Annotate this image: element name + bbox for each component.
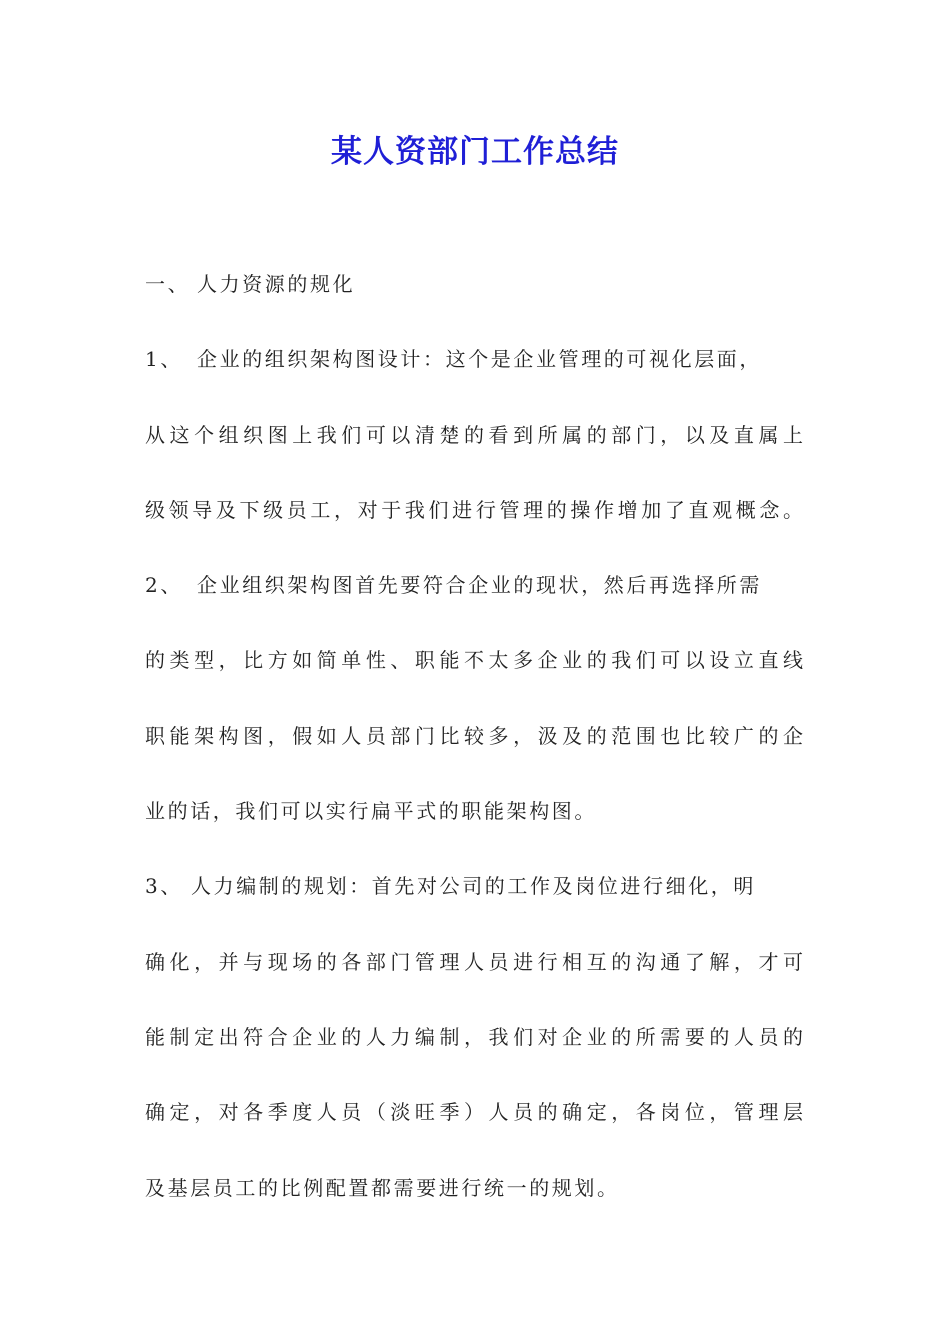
list-marker: 3、 xyxy=(145,874,183,899)
paragraph-line: 及基层员工的比例配置都需要进行统一的规划。 xyxy=(145,1175,620,1200)
paragraph-line xyxy=(145,563,815,638)
section-marker: 一、 xyxy=(145,272,191,296)
paragraph-line xyxy=(145,864,815,939)
document-body xyxy=(145,262,815,1241)
line-text: 企业的组织架构图设计：这个是企业管理的可视化层面， xyxy=(197,347,762,372)
list-marker: 1、 xyxy=(145,347,183,372)
paragraph-line: 确化，并与现场的各部门管理人员进行相互的沟通了解，才可 xyxy=(145,949,803,974)
line-text: 人力编制的规划：首先对公司的工作及岗位进行细化，明 xyxy=(191,874,756,899)
paragraph-line: 确定，对各季度人员（淡旺季）人员的确定，各岗位，管理层 xyxy=(145,1100,803,1125)
paragraph-line: 从这个组织图上我们可以清楚的看到所属的部门，以及直属上 xyxy=(145,422,803,447)
paragraph-line: 业的话，我们可以实行扁平式的职能架构图。 xyxy=(145,799,597,824)
line-text: 企业组织架构图首先要符合企业的现状，然后再选择所需 xyxy=(197,573,762,598)
document-title: 某人资部门工作总结 xyxy=(331,134,619,170)
paragraph-line: 级领导及下级员工，对于我们进行管理的操作增加了直观概念。 xyxy=(145,497,803,522)
paragraph-line: 的类型，比方如简单性、职能不太多企业的我们可以设立直线 xyxy=(145,648,803,673)
section-heading xyxy=(145,262,815,337)
paragraph-line: 职能架构图，假如人员部门比较多，汲及的范围也比较广的企 xyxy=(145,723,803,748)
paragraph-line xyxy=(145,337,815,412)
paragraph-line: 能制定出符合企业的人力编制，我们对企业的所需要的人员的 xyxy=(145,1024,803,1049)
section-heading-text: 人力资源的规化 xyxy=(197,272,356,296)
list-marker: 2、 xyxy=(145,573,183,598)
